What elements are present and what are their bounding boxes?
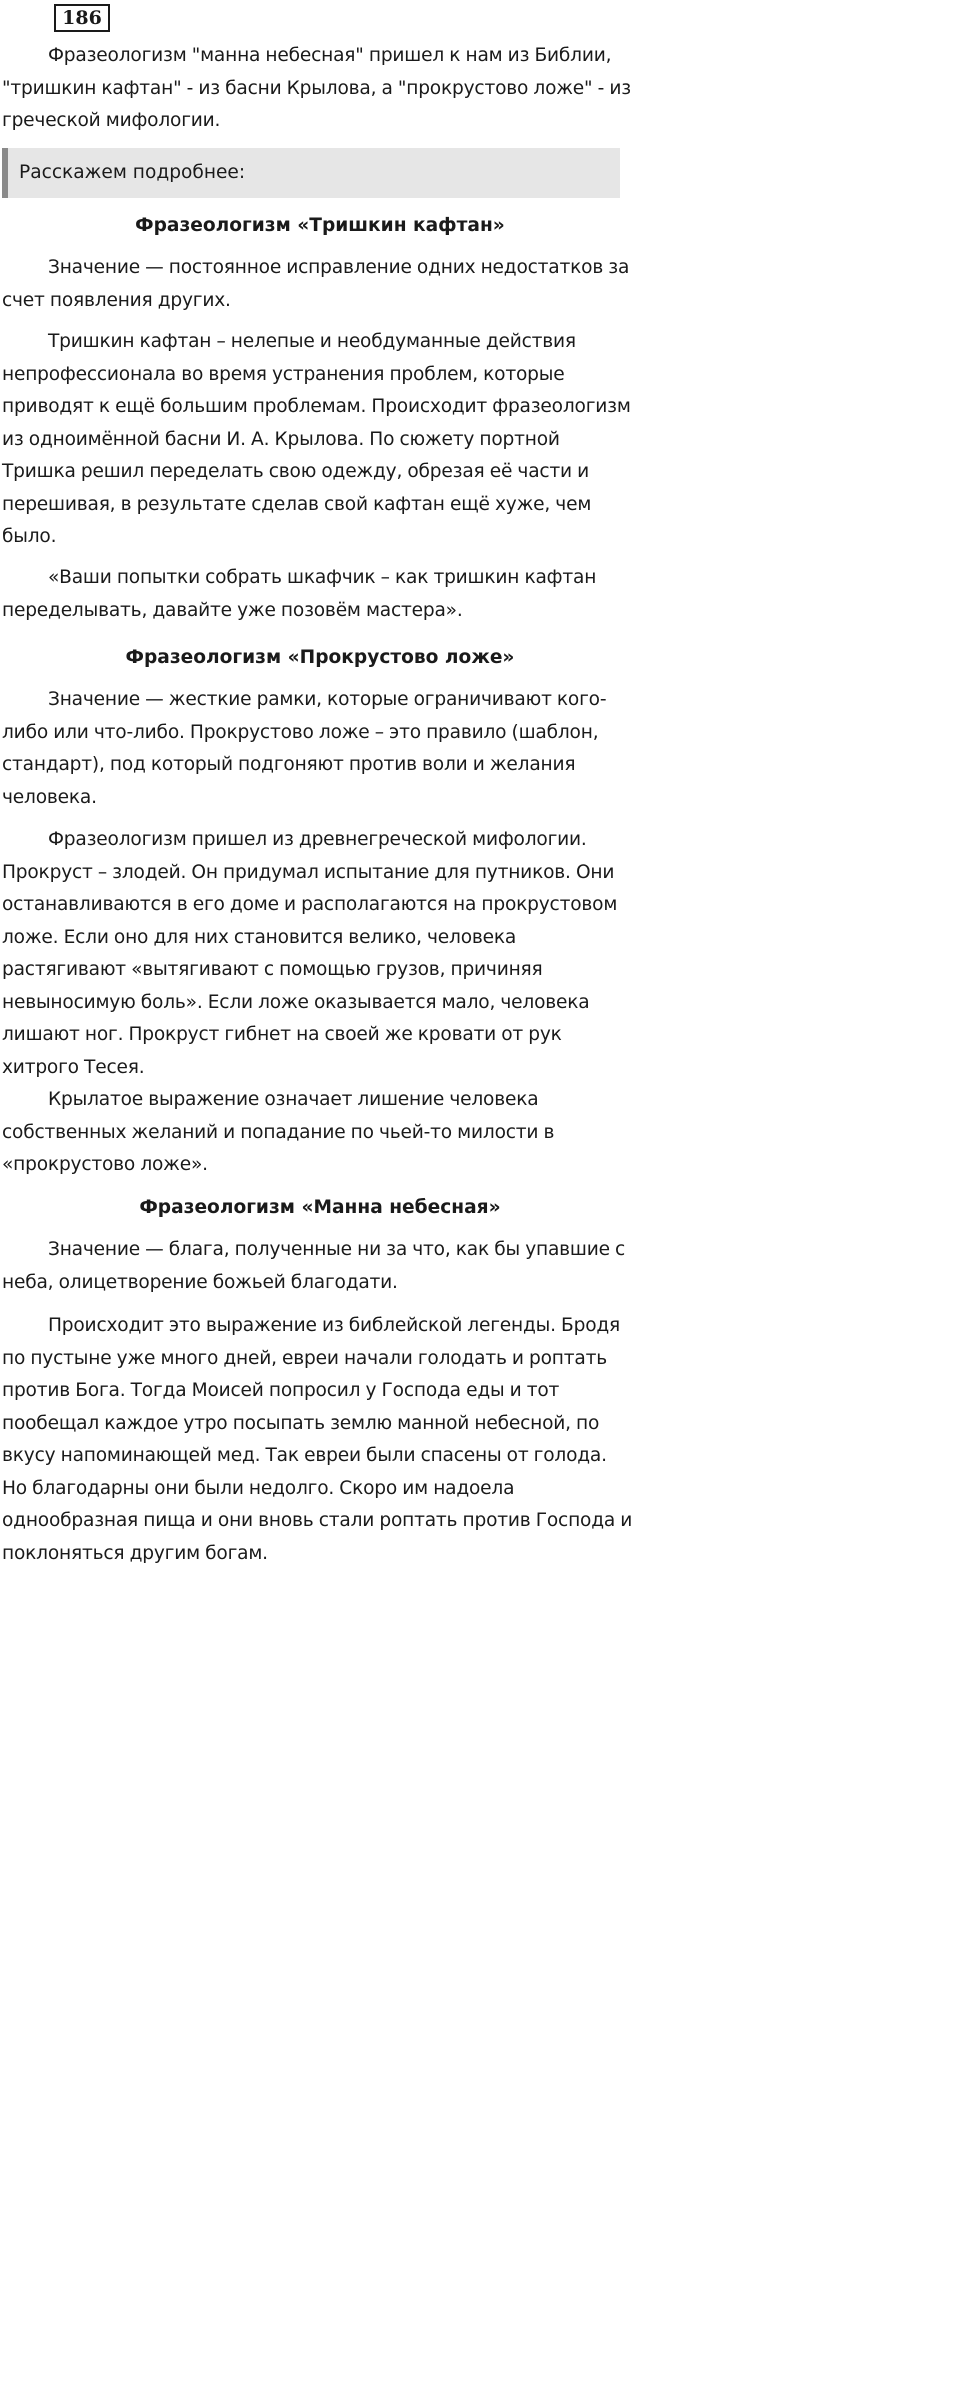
section-title-manna: Фразеологизм «Манна небесная»: [139, 1197, 501, 1218]
paragraph-prokrust-meaning: Значение — жесткие рамки, которые ограничивают кого-либо или что-либо. Прокрустово ложе – это правило (шаблон, стандарт), под который подгоняют против воли и желания человека.: [2, 689, 607, 808]
intro-paragraph: Фразеологизм "манна небесная" пришел к нам из Библии, "тришкин кафтан" - из басни Крылова, а "прокрустово ложе" - из греческой мифологии.: [2, 45, 631, 131]
note-box: [2, 148, 620, 198]
paragraph-prokrust-origin: Фразеологизм пришел из древнегреческой мифологии. Прокруст – злодей. Он придумал испытание для путников. Они останавливаются в его доме и располагаются на прокрустовом ложе. Если оно для них становится велико, человека растягивают «вытягивают с помощью грузов, причиняя невыносимую боль». Если ложе оказывается мало, человека лишают ног. Прокруст гибнет на своей же кровати от рук хитрого Тесея.: [2, 829, 618, 1078]
paragraph-trishkin-example: «Ваши попытки собрать шкафчик – как тришкин кафтан переделывать, давайте уже позовём мастера».: [2, 567, 597, 621]
paragraph-prokrust-summary: Крылатое выражение означает лишение человека собственных желаний и попадание по чьей-то милости в «прокрустово ложе».: [2, 1089, 555, 1175]
paragraph-trishkin-origin: Тришкин кафтан – нелепые и необдуманные действия непрофессионала во время устранения проблем, которые приводят к ещё большим проблемам. Происходит фразеологизм из одноимённой басни И. А. Крылова. По сюжету портной Тришка решил переделать свою одежду, обрезая её части и перешивая, в результате сделав свой кафтан ещё хуже, чем было.: [2, 331, 631, 547]
note-text: Расскажем подробнее:: [19, 162, 246, 183]
section-title-prokrust: Фразеологизм «Прокрустово ложе»: [125, 647, 515, 668]
section-title-trishkin: Фразеологизм «Тришкин кафтан»: [135, 215, 505, 236]
page: [0, 0, 640, 1595]
task-number: 186: [54, 4, 110, 32]
paragraph-trishkin-meaning: Значение — постоянное исправление одних недостатков за счет появления других.: [2, 257, 630, 311]
paragraph-manna-meaning: Значение — блага, полученные ни за что, как бы упавшие с неба, олицетворение божьей благодати.: [2, 1239, 626, 1293]
paragraph-manna-origin: Происходит это выражение из библейской легенды. Бродя по пустыне уже много дней, евреи начали голодать и роптать против Бога. Тогда Моисей попросил у Господа еды и тот пообещал каждое утро посыпать землю манной небесной, по вкусу напоминающей мед. Так евреи были спасены от голода. Но благодарны они были недолго. Скоро им надоела однообразная пища и они вновь стали роптать против Господа и поклоняться другим богам.: [2, 1315, 633, 1564]
